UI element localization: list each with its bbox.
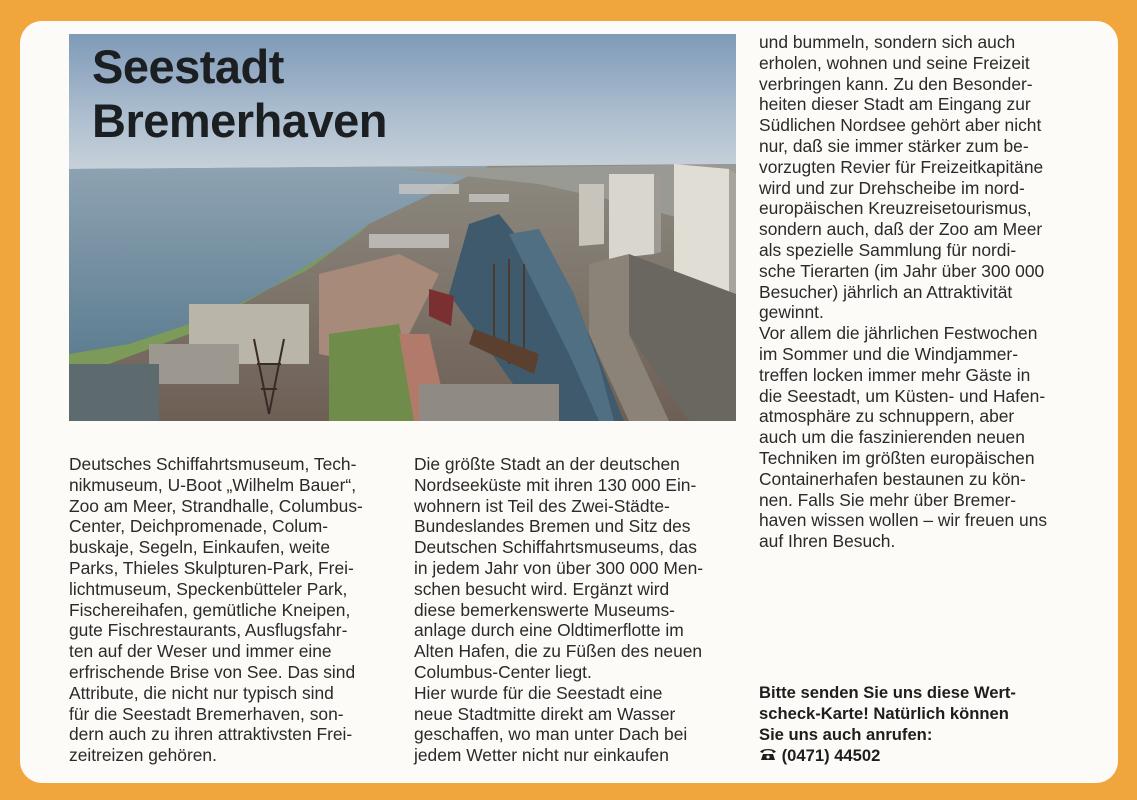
text-line: erholen, wohnen und seine Freizeit (759, 52, 1030, 73)
text-line: Fischereihafen, gemütliche Kneipen, (69, 599, 351, 620)
text-line: gewinnt. (759, 302, 824, 323)
text-line: Südlichen Nordsee gehört aber nicht (759, 115, 1042, 136)
text-line: und bummeln, sondern sich auch (759, 32, 1016, 52)
text-line: anlage durch eine Oldtimerflotte im (414, 620, 684, 641)
phone-number-row (759, 745, 1016, 766)
cta-line: scheck-Karte! Natürlich können (759, 704, 1009, 723)
text-line: vorzugten Revier für Freizeitkapitäne (759, 156, 1044, 177)
call-to-action (759, 682, 1016, 766)
text-line: schen besucht wird. Ergänzt wird (414, 578, 670, 599)
text-line: dern auch zu ihren attraktivsten Frei- (69, 724, 353, 745)
text-line: haven wissen wollen – wir freuen uns (759, 510, 1048, 531)
text-line: auf Ihren Besuch. (759, 531, 896, 552)
text-line: atmosphäre zu schnuppern, aber (759, 406, 1015, 427)
text-line: Attribute, die nicht nur typisch sind (69, 682, 334, 703)
text-column-3 (759, 32, 1047, 552)
text-line: Vor allem die jährlichen Festwochen (759, 323, 1038, 344)
text-line: wird und zur Drehscheibe im nord- (759, 177, 1025, 198)
text-line: diese bemerkenswerte Museums- (414, 599, 675, 620)
text-line: wohnern ist Teil des Zwei-Städte- (414, 495, 670, 516)
cta-line: Bitte senden Sie uns diese Wert- (759, 683, 1016, 702)
text-line: buskaje, Segeln, Einkaufen, weite (69, 537, 331, 558)
text-line: erfrischende Brise von See. Das sind (69, 661, 356, 682)
text-line: Bundeslandes Bremen und Sitz des (414, 516, 691, 537)
aerial-harbor-photo (69, 34, 736, 421)
text-line: nen. Falls Sie mehr über Bremer- (759, 489, 1017, 510)
text-line: Techniken im größten europäischen (759, 447, 1035, 468)
text-line: Nordseeküste mit ihren 130 000 Ein- (414, 474, 697, 495)
text-line: nikmuseum, U-Boot „Wilhelm Bauer“, (69, 474, 357, 495)
text-line: Besucher) jährlich an Attraktivität (759, 281, 1013, 302)
text-line: sondern auch, daß der Zoo am Meer (759, 219, 1043, 240)
text-line: Zoo am Meer, Strandhalle, Columbus- (69, 495, 363, 516)
text-line: Parks, Thieles Skulpturen-Park, Frei- (69, 557, 354, 578)
text-line: zeitreizen gehören. (69, 745, 217, 766)
text-line: Hier wurde für die Seestadt eine (414, 682, 663, 703)
text-line: als spezielle Sammlung für nordi- (759, 239, 1017, 260)
title-line-1: Seestadt (92, 40, 284, 93)
telephone-icon (759, 745, 777, 759)
text-line: sche Tierarten (im Jahr über 300 000 (759, 260, 1045, 281)
text-line: im Sommer und die Windjammer- (759, 343, 1018, 364)
text-line: Alten Hafen, die zu Füßen des neuen (414, 641, 703, 662)
page-title (92, 40, 387, 148)
text-line: ten auf der Weser und immer eine (69, 641, 332, 662)
text-line: treffen locken immer mehr Gäste in (759, 364, 1031, 385)
text-line: in jedem Jahr von über 300 000 Men- (414, 557, 704, 578)
text-line: Center, Deichpromenade, Colum- (69, 516, 329, 537)
text-line: nur, daß sie immer stärker zum be- (759, 135, 1029, 156)
text-line: die Seestadt, um Küsten- und Hafen- (759, 385, 1046, 406)
text-line: auch um die faszinierenden neuen (759, 427, 1025, 448)
text-line: europäischen Kreuzreisetourismus, (759, 198, 1032, 219)
text-line: Die größte Stadt an der deutschen (414, 454, 680, 474)
text-line: Deutsches Schiffahrtsmuseum, Tech- (69, 454, 357, 474)
text-column-2 (414, 454, 703, 766)
text-line: neue Stadtmitte direkt am Wasser (414, 703, 676, 724)
text-line: Containerhafen bestaunen zu kön- (759, 468, 1026, 489)
title-line-2: Bremerhaven (92, 94, 387, 147)
text-line: heiten dieser Stadt am Eingang zur (759, 94, 1031, 115)
text-line: gute Fischrestaurants, Ausflugsfahr- (69, 620, 348, 641)
text-column-1 (69, 454, 363, 766)
cta-line: Sie uns auch anrufen: (759, 725, 933, 744)
text-line: Deutschen Schiffahrtsmuseums, das (414, 537, 697, 558)
text-line: jedem Wetter nicht nur einkaufen (414, 745, 669, 766)
phone-number[interactable]: (0471) 44502 (781, 746, 881, 765)
text-line: für die Seestadt Bremerhaven, son- (69, 703, 344, 724)
text-line: lichtmuseum, Speckenbütteler Park, (69, 578, 348, 599)
text-line: verbringen kann. Zu den Besonder- (759, 73, 1033, 94)
text-line: Columbus-Center liegt. (414, 661, 592, 682)
text-line: geschaffen, wo man unter Dach bei (414, 724, 688, 745)
